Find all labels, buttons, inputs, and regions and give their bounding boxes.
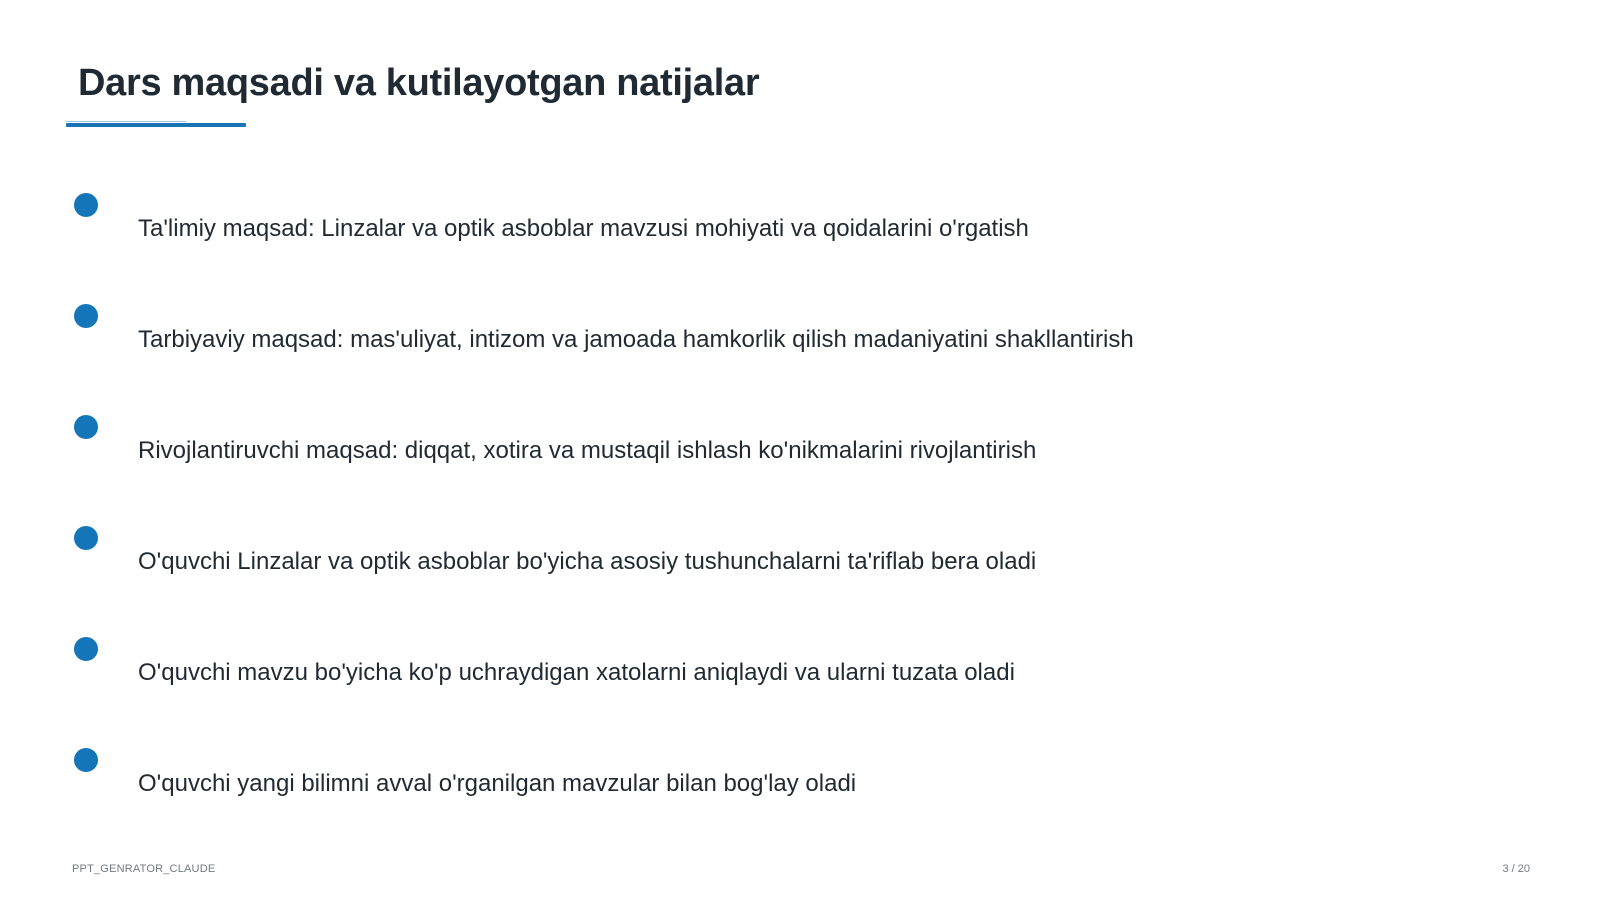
- bullet-text: O'quvchi yangi bilimni avval o'rganilgan mavzular bilan bog'lay oladi: [138, 770, 857, 797]
- bullet-text: O'quvchi Linzalar va optik asboblar bo'yicha asosiy tushunchalarni ta'riflab bera oladi: [138, 548, 1037, 575]
- bullet-dot-icon: [74, 526, 98, 550]
- page-indicator: 3 / 20: [1502, 863, 1530, 875]
- bullet-text: Rivojlantiruvchi maqsad: diqqat, xotira va mustaqil ishlash ko'nikmalarini rivojlantirish: [138, 437, 1037, 464]
- bullet-text: O'quvchi mavzu bo'yicha ko'p uchraydigan xatolarni aniqlaydi va ularni tuzata oladi: [138, 659, 1015, 686]
- list-item: [0, 637, 1600, 697]
- footer-brand: PPT_GENRATOR_CLAUDE: [72, 863, 216, 875]
- bullet-dot-icon: [74, 748, 98, 772]
- list-item: [0, 193, 1600, 253]
- bullet-dot-icon: [74, 637, 98, 661]
- bullet-text: Ta'limiy maqsad: Linzalar va optik asboblar mavzusi mohiyati va qoidalarini o'rgatish: [138, 215, 1029, 242]
- list-item: [0, 415, 1600, 475]
- list-item: [0, 748, 1600, 808]
- bullet-dot-icon: [74, 193, 98, 217]
- bullet-dot-icon: [74, 304, 98, 328]
- list-item: [0, 304, 1600, 364]
- bullet-dot-icon: [74, 415, 98, 439]
- bullet-text: Tarbiyaviy maqsad: mas'uliyat, intizom va jamoada hamkorlik qilish madaniyatini shakllantirish: [138, 326, 1134, 353]
- list-item: [0, 526, 1600, 586]
- slide-title: Dars maqsadi va kutilayotgan natijalar: [78, 62, 760, 104]
